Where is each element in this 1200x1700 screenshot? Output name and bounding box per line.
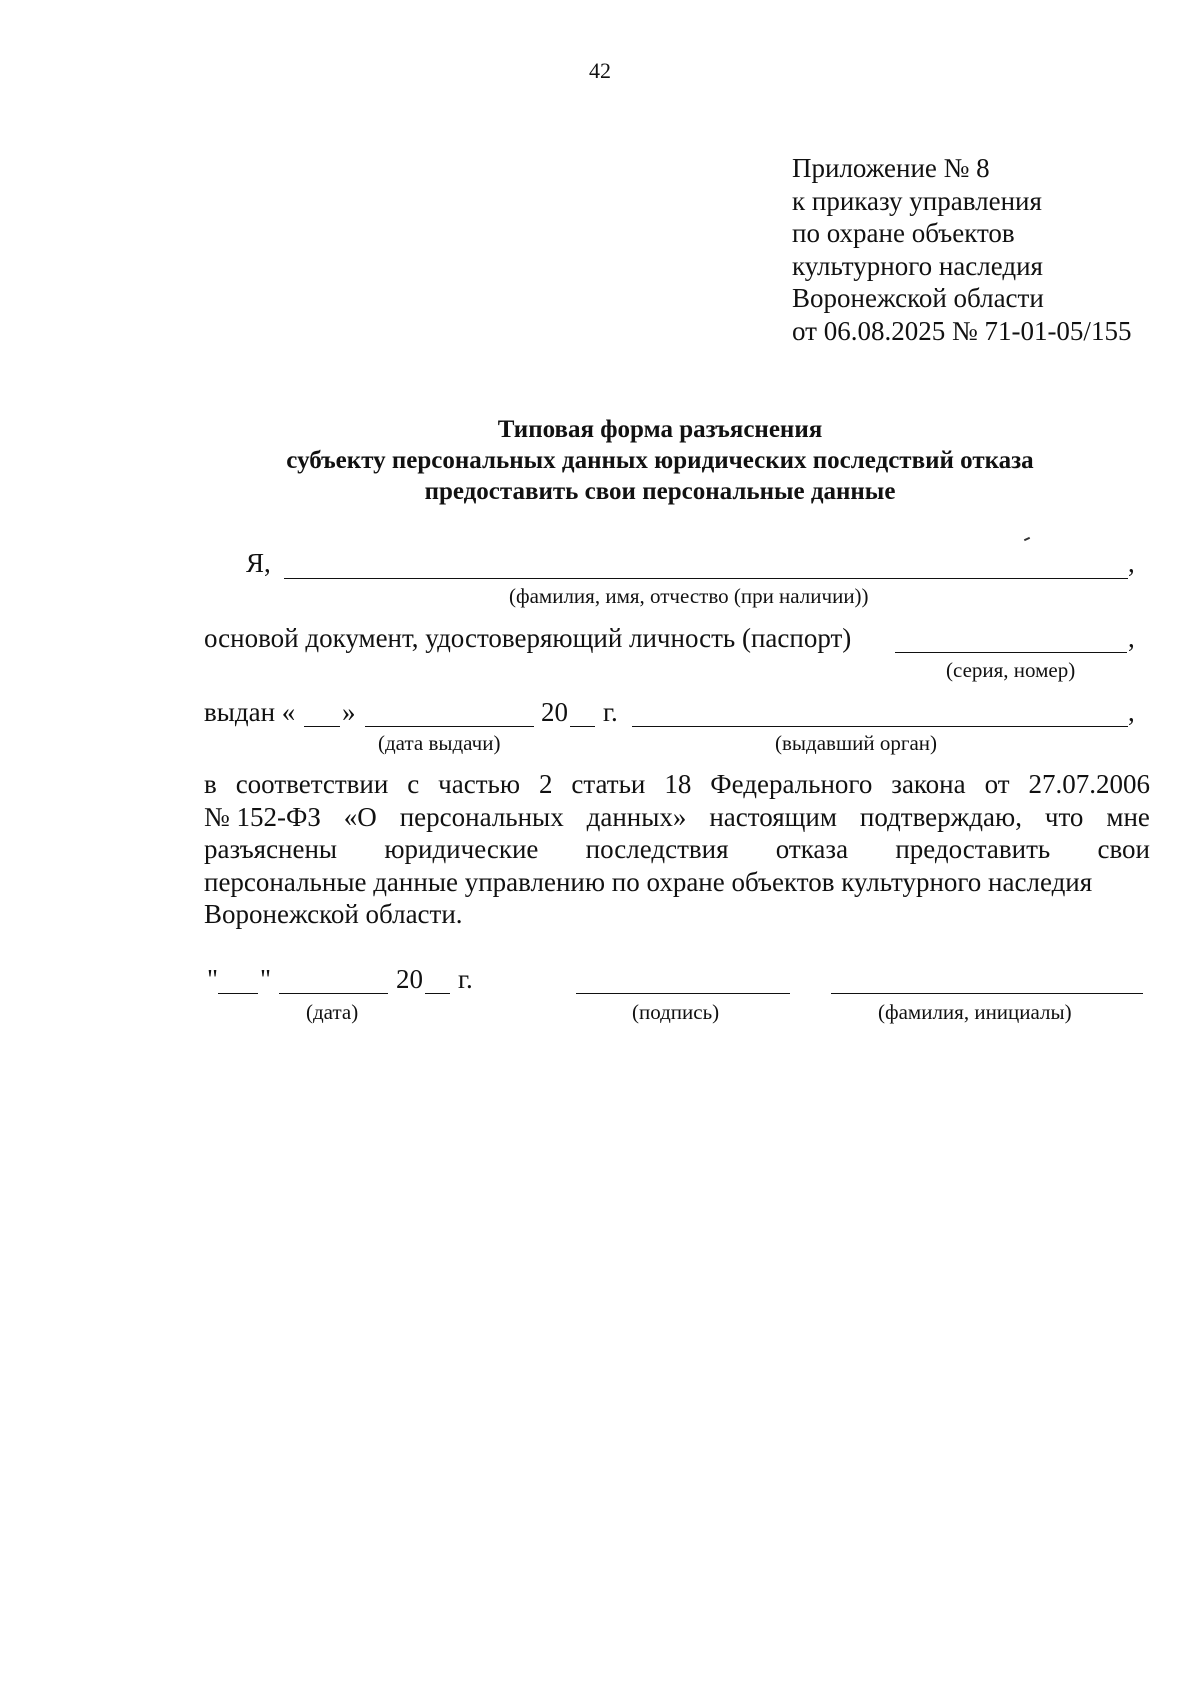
sign-date-caption: (дата): [306, 1000, 359, 1024]
fio-comma: ,: [1128, 548, 1135, 578]
issuing-authority-caption: (выдавший орган): [775, 731, 938, 755]
appendix-line: Воронежской области: [792, 283, 1044, 313]
document-title: [180, 414, 1140, 507]
consent-paragraph: [204, 768, 1150, 931]
sign-month-field[interactable]: [279, 993, 388, 994]
fio-caption: (фамилия, имя, отчество (при наличии)): [509, 584, 869, 608]
id-document-label: основой документ, удостоверяющий личность (паспорт): [204, 623, 852, 653]
appendix-line: культурного наследия: [792, 250, 1043, 281]
appendix-line: к приказу управления: [792, 185, 1042, 216]
ya-label: Я,: [246, 548, 271, 578]
sign-year-prefix: 20: [396, 964, 423, 994]
passport-series-number-field[interactable]: [895, 652, 1127, 653]
issue-date-caption: (дата выдачи): [378, 731, 501, 755]
issued-label: выдан «: [204, 697, 296, 727]
issued-close-quote: »: [342, 697, 356, 727]
name-initials-field[interactable]: [831, 993, 1143, 994]
title-line-2: субъекту персональных данных юридических последствий отказа: [286, 447, 1034, 474]
page-number: 42: [589, 58, 611, 83]
sign-year-field[interactable]: [425, 993, 450, 994]
paragraph-line-2: № 152-ФЗ «О персональных данных» настоящим подтверждаю, что мне: [204, 801, 1150, 832]
issue-day-field[interactable]: [304, 726, 340, 727]
paragraph-line-4: персональные данные управлению по охране объектов культурного наследия: [204, 866, 1093, 897]
fio-field[interactable]: [284, 578, 1128, 579]
paragraph-line-1: в соответствии с частью 2 статьи 18 Федерального закона от 27.07.2006: [204, 769, 1150, 799]
series-number-caption: (серия, номер): [946, 658, 1076, 682]
name-initials-caption: (фамилия, инициалы): [878, 1000, 1072, 1024]
issue-month-field[interactable]: [365, 726, 534, 727]
appendix-line: от 06.08.2025 № 71-01-05/155: [792, 315, 1132, 346]
passport-comma: ,: [1128, 623, 1135, 653]
issue-year-field[interactable]: [570, 726, 595, 727]
appendix-line: по охране объектов: [792, 218, 1015, 248]
title-line-3: предоставить свои персональные данные: [424, 478, 896, 505]
paragraph-line-5: Воронежской области.: [204, 899, 463, 929]
title-line-1: Типовая форма разъяснения: [497, 416, 823, 443]
paragraph-line-3: разъяснены юридические последствия отказа предоставить свои: [204, 834, 1150, 864]
issuing-authority-field[interactable]: [632, 726, 1128, 727]
scan-mark: [1024, 537, 1030, 541]
issue-year-prefix: 20: [541, 697, 568, 727]
appendix-header: [792, 152, 1131, 347]
sign-year-suffix: г.: [458, 964, 473, 994]
date-open-quote: ": [207, 964, 219, 994]
date-close-quote: ": [260, 964, 272, 994]
signature-caption: (подпись): [632, 1000, 720, 1024]
authority-comma: ,: [1128, 697, 1135, 727]
appendix-line: Приложение № 8: [792, 153, 990, 183]
signature-field[interactable]: [576, 993, 790, 994]
issue-year-suffix: г.: [603, 697, 618, 727]
sign-day-field[interactable]: [218, 993, 258, 994]
